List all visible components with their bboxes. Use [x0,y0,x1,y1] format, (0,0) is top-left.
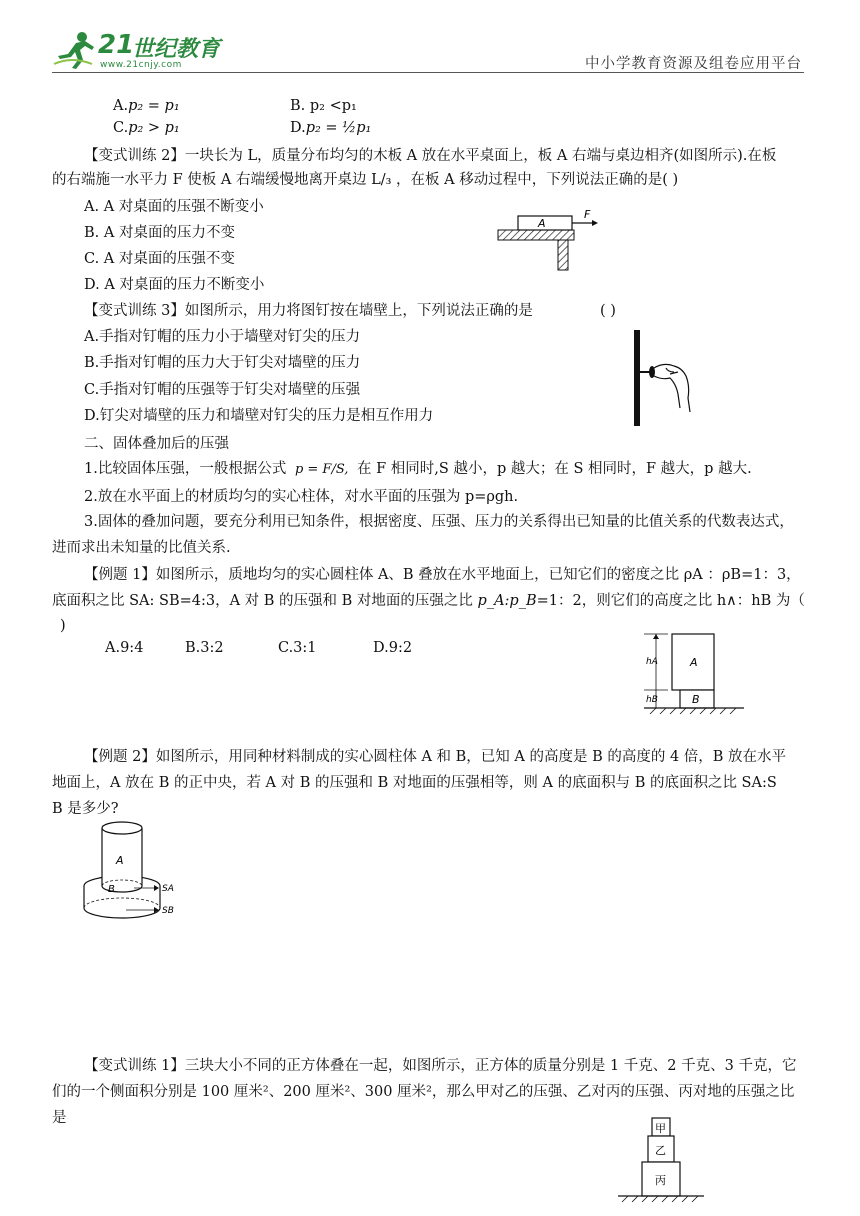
sec2-point3-line2: 进而求出未知量的比值关系. [52,540,231,556]
v2-option-d: D. A 对桌面的压力不断变小 [84,277,265,293]
ex1-stem-line2: 底面积之比 SA: SB=4:3，A 对 B 的压强和 B 对地面的压强之比 p_A:p_B=1：2，则它们的高度之比 h∧：hB 为（ [52,593,805,609]
q0-option-c: C.p₂ > p₁ [113,120,180,136]
cube-yi-label: 乙 [655,1144,666,1157]
v1-stem-line2: 们的一个侧面积分别是 100 厘米²、200 厘米²、300 厘米²，那么甲对乙的压强、乙对丙的压强、丙对地的压强之比 [52,1084,795,1100]
cylinder-a-label: A [690,656,698,669]
ex1-stacked-cylinders-figure [640,630,750,720]
force-label: F [584,208,591,221]
ex1-option-c: C.3:1 [278,640,317,656]
v2-option-a: A. A 对桌面的压强不断变小 [84,199,264,215]
q0-option-b: B. p₂ <p₁ [290,98,357,114]
ex2-cylinders-figure [82,818,182,928]
v1-stem-line1: 【变式训练 1】三块大小不同的正方体叠在一起，如图所示，正方体的质量分别是 1 千克、2 千克、3 千克，它 [84,1058,797,1074]
v1-stem-line3: 是 [52,1110,67,1126]
runner-logo-icon [52,30,96,70]
logo-url: www.21cnjy.com [100,60,182,70]
v2-stem-line2: 的右端施一水平力 F 使板 A 右端缓慢地离开桌边 L/₃ ，在板 A 移动过程中，下列说法正确的是( ) [52,172,679,188]
ex1-option-a: A.9:4 [105,640,144,656]
ex1-option-d: D.9:2 [373,640,413,656]
ex2-stem-line2: 地面上，A 放在 B 的正中央，若 A 对 B 的压强和 B 对地面的压强相等，则 A 的底面积与 B 的底面积之比 SA:S [52,775,777,791]
ex1-stem-line3: ) [60,618,66,634]
ex2-stem-line1: 【例题 2】如图所示，用同种材料制成的实心圆柱体 A 和 B，已知 A 的高度是 B 的高度的 4 倍，B 放在水平 [84,749,787,765]
ex1-stem-line1: 【例题 1】如图所示，质地均匀的实心圆柱体 A、B 叠放在水平地面上，已知它们的密度之比 ρA ：ρB=1：3， [84,567,801,583]
v3-stem: 【变式训练 3】如图所示，用力将图钉按在墙壁上，下列说法正确的是 [84,303,533,319]
q0-option-d: D.p₂ = ½p₁ [290,120,372,136]
sb-label: SB [162,906,174,916]
cylinder-a-top [102,822,142,834]
v3-option-b: B.手指对钉帽的压力大于钉尖对墙壁的压力 [84,355,361,371]
v3-thumbtack-figure [630,328,700,428]
table-top [498,230,574,240]
ha-label: hA [646,657,658,667]
cylinder-a-label: A [116,854,124,867]
logo-number: 21 [98,30,135,60]
v2-option-c: C. A 对桌面的压强不变 [84,251,235,267]
wall [634,330,640,426]
header-divider [52,72,804,73]
header-logo [52,28,232,72]
cube-bing-label: 丙 [655,1174,666,1187]
q0-option-a: A.p₂ = p₁ [113,98,180,114]
pressure-formula: p = F/S, [294,462,349,477]
sec2-point2: 2.放在水平面上的材质均匀的实心柱体，对水平面的压强为 p=ρgh. [84,489,519,505]
ex2-stem-line3: B 是多少? [52,801,119,817]
v2-stem-line1: 【变式训练 2】一块长为 L，质量分布均匀的木板 A 放在水平桌面上，板 A 右端与桌边相齐(如图所示).在板 [84,148,777,164]
section2-title: 二、固体叠加后的压强 [84,436,229,452]
cube-jia-label: 甲 [655,1122,666,1135]
logo-text: 世纪教育 [132,37,221,62]
v1-stacked-cubes-figure [614,1114,708,1206]
board-a-label: A [538,217,546,230]
hb-label: hB [646,695,658,705]
v3-option-d: D.钉尖对墙壁的压力和墙壁对钉尖的压力是相互作用力 [84,408,434,424]
sa-label: SA [162,884,174,894]
sec2-point3-line1: 3.固体的叠加问题，要充分利用已知条件，根据密度、压强、压力的关系得出已知量的比值关系的代数表达式， [84,514,794,530]
cylinder-b-label: B [108,884,115,895]
v3-option-a: A.手指对钉帽的压力小于墙壁对钉尖的压力 [84,329,361,345]
hand-outline [654,364,690,412]
sec2-point1: 1.比较固体压强，一般根据公式 p = F/S, 在 F 相同时,S 越小，p 越大；在 S 相同时，F 越大，p 越大. [84,459,752,480]
table-leg [558,240,568,270]
platform-name: 中小学教育资源及组卷应用平台 [585,56,802,72]
cylinder-b-label: B [692,693,700,706]
v3-option-c: C.手指对钉帽的压强等于钉尖对墙壁的压强 [84,382,361,398]
ex1-option-b: B.3:2 [185,640,224,656]
v2-board-figure [492,208,602,272]
v3-answer-paren: ( ) [600,303,616,319]
v2-option-b: B. A 对桌面的压力不变 [84,225,235,241]
